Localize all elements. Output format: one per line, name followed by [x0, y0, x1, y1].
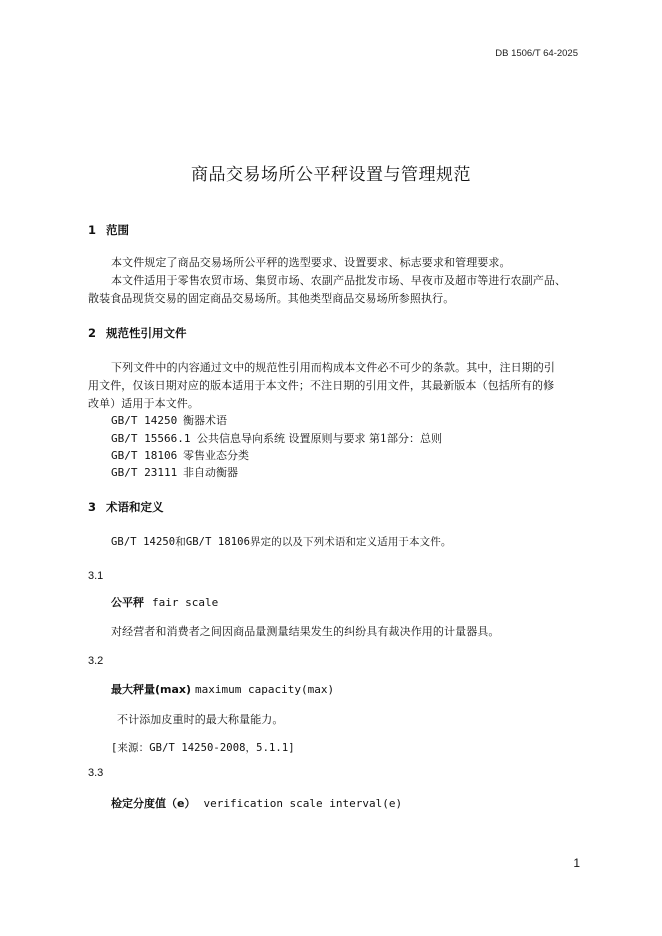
term-entry [111, 594, 218, 610]
term-chinese: 检定分度值（e） [111, 797, 196, 810]
term-entry [111, 681, 334, 697]
term-number: 3.2 [88, 655, 104, 667]
term-definition: 对经营者和消费者之间因商品量测量结果发生的纠纷具有裁决作用的计量器具。 [111, 625, 500, 638]
document-title: 商品交易场所公平秤设置与管理规范 [191, 165, 471, 185]
reference-item [111, 464, 238, 480]
reference-item [111, 412, 227, 428]
paragraph: 本文件适用于零售农贸市场、集贸市场、农副产品批发市场、早夜市及超市等进行农副产品、 [111, 274, 567, 287]
reference-name: 衡器术语 [183, 414, 227, 427]
paragraph-continuation: 改单）适用于本文件。 [88, 397, 199, 410]
term-number: 3.1 [88, 570, 104, 582]
reference-item [111, 430, 442, 446]
term-english: maximum capacity(max) [195, 683, 335, 696]
term-definition: 不计添加皮重时的最大称量能力。 [117, 713, 284, 726]
term-english: fair scale [152, 596, 219, 609]
term-entry [111, 795, 402, 811]
term-english: verification scale interval(e) [203, 797, 403, 810]
reference-code: GB/T 18106 [111, 449, 178, 462]
paragraph-continuation: 用文件，仅该日期对应的版本适用于本文件；不注日期的引用文件，其最新版本（包括所有的修 [88, 379, 555, 392]
section-heading-normative-references [88, 325, 187, 341]
section-heading-terms-definitions [88, 499, 164, 515]
document-code: DB 1506/T 64-2025 [495, 48, 578, 59]
reference-code: GB/T 14250 [111, 414, 178, 427]
paragraph: 本文件规定了商品交易场所公平秤的选型要求、设置要求、标志要求和管理要求。 [111, 256, 511, 269]
term-source: [来源：GB/T 14250-2008，5.1.1] [111, 742, 295, 754]
section-number: 1 [88, 223, 97, 237]
section-number: 3 [88, 500, 97, 514]
section-number: 2 [88, 326, 97, 340]
section-title: 规范性引用文件 [106, 326, 187, 340]
reference-name: 零售业态分类 [183, 449, 249, 462]
reference-item [111, 447, 249, 463]
reference-name: 公共信息导向系统 设置原则与要求 第1部分：总则 [197, 432, 442, 445]
terms-intro: GB/T 14250和GB/T 18106界定的以及下列术语和定义适用于本文件。 [111, 536, 452, 548]
reference-name: 非自动衡器 [183, 466, 238, 479]
term-chinese: 公平秤 [111, 596, 144, 609]
page-number: 1 [573, 856, 580, 870]
paragraph-continuation: 散装食品现货交易的固定商品交易场所。其他类型商品交易场所参照执行。 [88, 292, 455, 305]
section-title: 范围 [106, 223, 129, 237]
term-number: 3.3 [88, 767, 104, 779]
section-heading-scope [88, 222, 129, 238]
reference-code: GB/T 23111 [111, 466, 178, 479]
term-chinese: 最大秤量(max) [111, 683, 192, 696]
reference-code: GB/T 15566.1 [111, 432, 191, 445]
paragraph: 下列文件中的内容通过文中的规范性引用而构成本文件必不可少的条款。其中，注日期的引 [111, 361, 555, 374]
section-title: 术语和定义 [106, 500, 164, 514]
